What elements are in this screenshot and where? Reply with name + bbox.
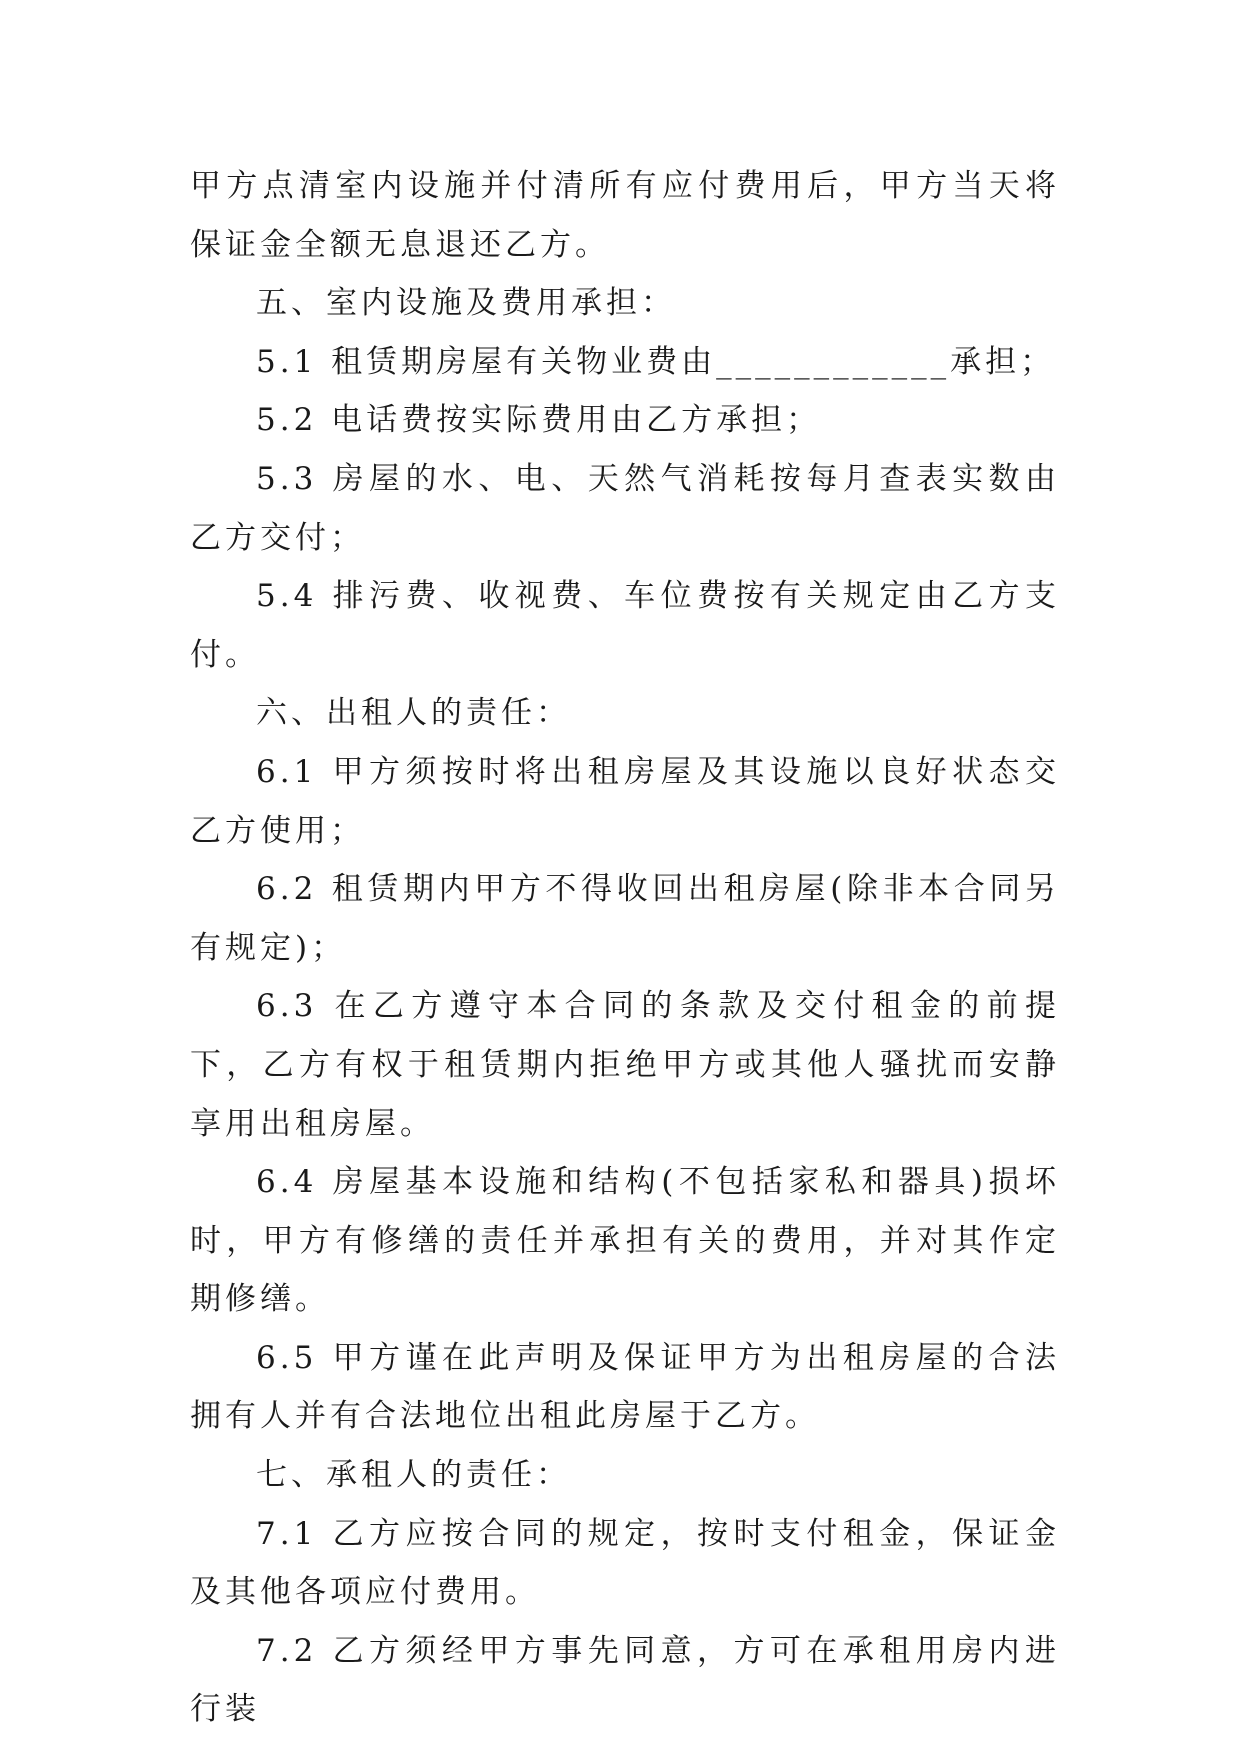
document-body (190, 157, 1060, 1739)
clause-7-1: 7.1 乙方应按合同的规定，按时支付租金，保证金及其他各项应付费用。 (190, 1515, 1060, 1611)
clause-5-3: 5.3 房屋的水、电、天然气消耗按每月查表实数由乙方交付； (190, 460, 1060, 556)
clause-5-2: 5.2 电话费按实际费用由乙方承担； (256, 402, 822, 439)
section-heading-facilities-costs: 五、室内设施及费用承担： (256, 285, 676, 322)
clause-6-3: 6.3 在乙方遵守本合同的条款及交付租金的前提下，乙方有权于租赁期内拒绝甲方或其他人骚扰而安静享用出租房屋。 (190, 988, 1060, 1142)
clause-5-1: 5.1 租赁期房屋有关物业费由____________承担； (256, 343, 1056, 380)
paragraph-deposit-refund: 甲方点清室内设施并付清所有应付费用后，甲方当天将保证金全额无息退还乙方。 (190, 168, 1060, 263)
section-heading-lessor-duties: 六、出租人的责任： (256, 695, 571, 732)
clause-5-4: 5.4 排污费、收视费、车位费按有关规定由乙方支付。 (190, 578, 1060, 673)
clause-6-4: 6.4 房屋基本设施和结构(不包括家私和器具)损坏时，甲方有修缮的责任并承担有关的费用，并对其作定期修缮。 (190, 1164, 1060, 1318)
clause-6-1: 6.1 甲方须按时将出租房屋及其设施以良好状态交乙方使用； (190, 753, 1060, 849)
section-heading-lessee-duties: 七、承租人的责任： (256, 1457, 571, 1494)
clause-6-5: 6.5 甲方谨在此声明及保证甲方为出租房屋的合法拥有人并有合法地位出租此房屋于乙方。 (190, 1339, 1060, 1435)
clause-7-2: 7.2 乙方须经甲方事先同意，方可在承租用房内进行装 (190, 1632, 1060, 1728)
clause-6-2: 6.2 租赁期内甲方不得收回出租房屋(除非本合同另有规定)； (190, 871, 1060, 966)
